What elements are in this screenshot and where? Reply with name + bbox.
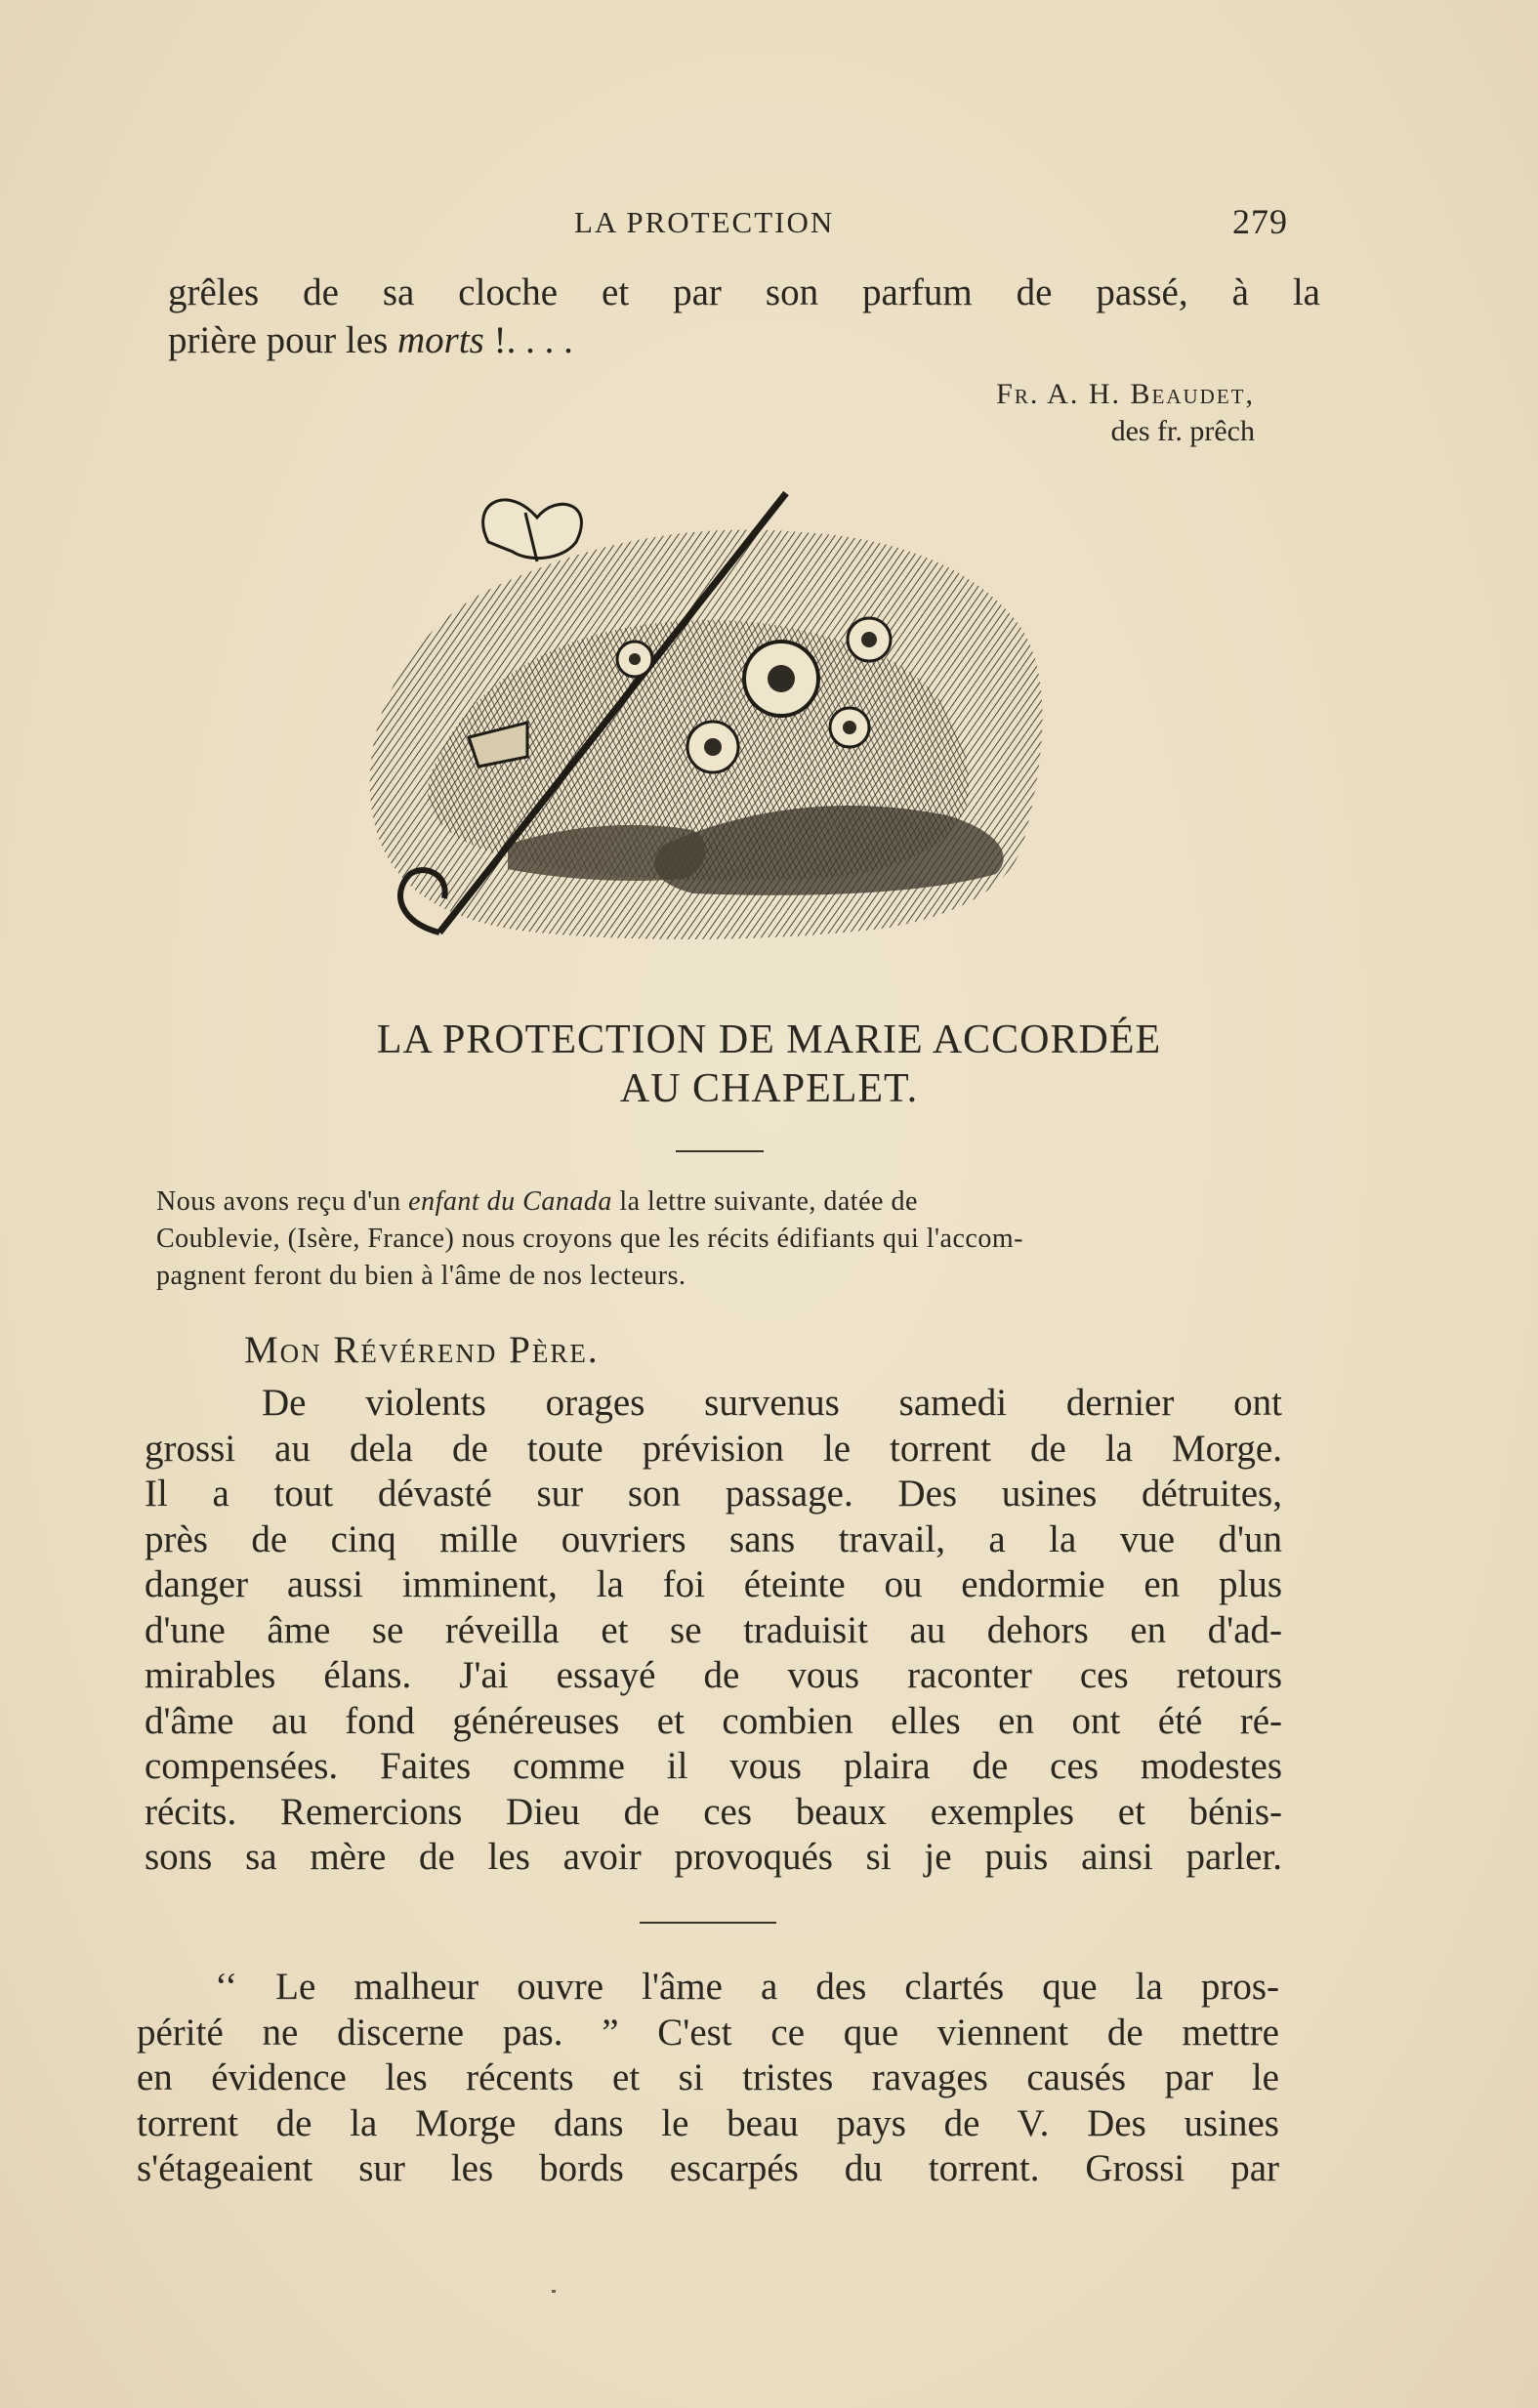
flower-bouquet-scythe-icon (342, 483, 1123, 981)
text-line: d'une âme se réveilla et se traduisit au dehors en d'ad- (145, 1608, 1282, 1651)
author-name: Fr. A. H. Beaudet, (996, 378, 1255, 410)
note-line: Coublevie, (Isère, France) nous croyons que les récits édifiants qui l'accom- (156, 1224, 1023, 1254)
text-line: périté ne discerne pas. ” C'est ce que viennent de mettre (137, 2011, 1279, 2054)
intro-word: sa (382, 271, 415, 313)
text-line: s'étageaient sur les bords escarpés du torrent. Grossi par (137, 2147, 1279, 2189)
editor-note (156, 1183, 1289, 1295)
intro-word: de (303, 271, 339, 313)
text-line: torrent de la Morge dans le beau pays de V. Des usines (137, 2101, 1279, 2144)
text-line: récits. Remercions Dieu de ces beaux exemples et bénis- (145, 1790, 1282, 1833)
letter-paragraph (145, 1381, 1282, 1881)
text-line: ‘‘ Le malheur ouvre l'âme a des clartés que la pros- (215, 1966, 1279, 2008)
paper-speck (552, 2290, 556, 2293)
section-divider (676, 1150, 764, 1152)
letter-salutation: Mon Révérend Père. (244, 1329, 600, 1371)
text-line: De violents orages survenus samedi dernier ont (262, 1382, 1282, 1424)
intro-word: passé, (1096, 271, 1188, 313)
intro-text (168, 269, 1330, 364)
article-title-line: AU CHAPELET. (619, 1066, 919, 1111)
intro-word: de (1016, 271, 1053, 313)
author-role: des fr. prêch (1110, 415, 1255, 447)
intro-word: son (765, 271, 819, 313)
intro-word: la (1292, 271, 1320, 313)
text-line: grossi au dela de toute prévision le torrent de la Morge. (145, 1427, 1282, 1470)
note-line: pagnent feront du bien à l'âme de nos lecteurs. (156, 1261, 686, 1291)
text-line: d'âme au fond généreuses et combien elles en ont été ré- (145, 1699, 1282, 1742)
intro-line: prière pour les morts !. . . . (168, 319, 573, 361)
article-title-line: LA PROTECTION DE MARIE ACCORDÉE (376, 1017, 1162, 1062)
intro-line (168, 269, 1320, 316)
page-header (0, 202, 1538, 244)
text-line: Il a tout dévasté sur son passage. Des usines détruites, (145, 1473, 1282, 1515)
text-line: danger aussi imminent, la foi éteinte ou endormie en plus (145, 1563, 1282, 1605)
intro-word: et (602, 271, 630, 313)
text-line: sons sa mère de les avoir provoqués si je puis ainsi parler. (145, 1836, 1282, 1878)
story-paragraph (137, 1965, 1279, 2192)
intro-word: cloche (458, 271, 559, 313)
author-signature (908, 376, 1255, 450)
section-divider (640, 1922, 776, 1924)
text-line: compensées. Faites comme il vous plaira de ces modestes (145, 1745, 1282, 1787)
intro-word: parfum (862, 271, 973, 313)
running-title: LA PROTECTION (574, 205, 835, 239)
article-title (0, 1016, 1538, 1113)
text-line: en évidence les récents et si tristes ravages causés par le (137, 2056, 1279, 2098)
intro-word: à (1231, 271, 1249, 313)
intro-word: grêles (168, 271, 260, 313)
note-line: Nous avons reçu d'un enfant du Canada la lettre suivante, datée de (156, 1186, 918, 1217)
text-line: mirables élans. J'ai essayé de vous raconter ces retours (145, 1654, 1282, 1696)
text-line: près de cinq mille ouvriers sans travail, a la vue d'un (145, 1517, 1282, 1560)
intro-word: par (673, 271, 722, 313)
page-number: 279 (1232, 202, 1288, 241)
